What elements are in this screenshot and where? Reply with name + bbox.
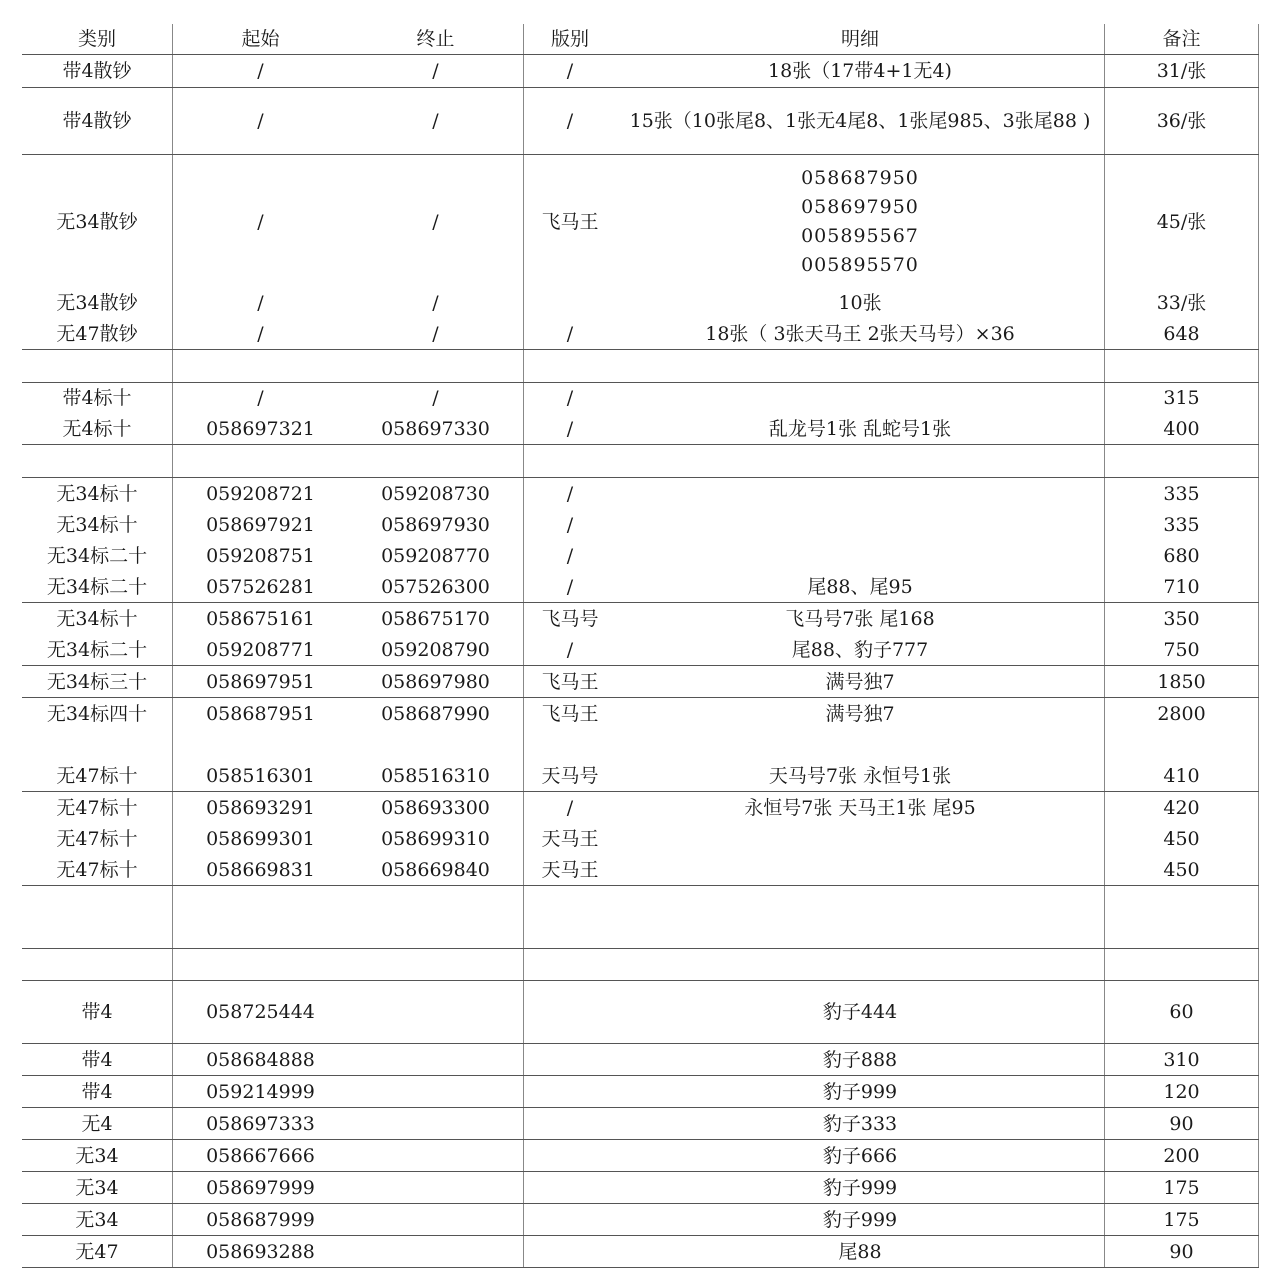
cell-edition[interactable]: / — [523, 88, 616, 154]
table-row — [22, 540, 1259, 571]
cell-start[interactable]: 059208721 — [172, 478, 348, 509]
table-row — [22, 666, 1259, 698]
cell-end[interactable]: 058669840 — [381, 858, 490, 881]
cell-detail[interactable]: 尾88、尾95 — [807, 575, 913, 598]
spreadsheet-table — [22, 24, 1259, 1268]
cell-note[interactable]: 45/张 — [1104, 155, 1259, 288]
cell-end[interactable] — [348, 949, 523, 980]
cell-note[interactable]: 1850 — [1104, 666, 1259, 697]
cell-detail[interactable] — [616, 729, 1104, 760]
cell-start[interactable] — [172, 949, 348, 980]
cell-note[interactable] — [1104, 949, 1259, 980]
table-row — [22, 854, 1259, 886]
cell-start[interactable]: 058725444 — [172, 981, 348, 1043]
table-row — [22, 729, 1259, 760]
cell-note[interactable] — [1104, 350, 1259, 382]
cell-category[interactable]: 无34标二十 — [46, 575, 148, 598]
cell-detail[interactable]: 满号独7 — [825, 670, 895, 693]
cell-category[interactable]: 无34标二十 — [46, 638, 148, 661]
cell-edition[interactable]: / — [523, 478, 616, 509]
cell-start[interactable]: 058687999 — [172, 1204, 348, 1235]
cell-category[interactable]: 无4 — [81, 1112, 113, 1135]
cell-end[interactable]: / — [432, 322, 439, 345]
cell-detail[interactable]: 飞马号7张 尾168 — [785, 607, 935, 630]
cell-end[interactable] — [348, 1108, 523, 1139]
cell-category[interactable]: 无47标十 — [56, 827, 138, 850]
cell-note[interactable]: 450 — [1104, 823, 1259, 854]
serial-number: 005895567 — [801, 224, 919, 247]
cell-end[interactable]: 058697980 — [381, 670, 490, 693]
cell-end[interactable]: 059208730 — [381, 482, 490, 505]
cell-detail[interactable] — [616, 886, 1104, 948]
cell-detail[interactable]: 尾88 — [838, 1240, 882, 1263]
cell-edition[interactable] — [523, 288, 616, 318]
table-row — [22, 88, 1259, 155]
cell-category[interactable]: 带4 — [81, 1080, 113, 1103]
cell-edition[interactable]: / — [523, 318, 616, 349]
cell-category[interactable]: 无47 — [75, 1240, 119, 1263]
cell-category[interactable]: 带4散钞 — [62, 110, 132, 132]
cell-end[interactable]: / — [432, 292, 439, 314]
cell-edition[interactable]: 飞马号 — [523, 603, 616, 634]
cell-end[interactable]: / — [432, 387, 439, 409]
cell-detail[interactable]: 豹子666 — [822, 1144, 898, 1167]
cell-category[interactable]: 无34标十 — [56, 513, 138, 536]
cell-category[interactable] — [22, 445, 172, 477]
cell-category[interactable]: 无34标十 — [56, 482, 138, 505]
cell-start[interactable]: 059214999 — [172, 1076, 348, 1107]
cell-start[interactable]: / — [172, 318, 348, 349]
cell-detail[interactable]: 18张（ 3张天马王 2张天马号）×36 — [705, 322, 1015, 345]
cell-category[interactable]: 无34散钞 — [56, 210, 138, 233]
table-row — [22, 318, 1259, 350]
cell-end[interactable] — [348, 445, 523, 477]
cell-detail[interactable]: 18张（17带4+1无4) — [768, 60, 952, 82]
table-row — [22, 571, 1259, 603]
table-row — [22, 478, 1259, 509]
cell-note[interactable]: 310 — [1104, 1044, 1259, 1075]
cell-category[interactable]: 无34 — [75, 1208, 119, 1231]
cell-note[interactable]: 450 — [1104, 854, 1259, 885]
table-row — [22, 760, 1259, 792]
cell-detail[interactable]: 豹子999 — [822, 1080, 898, 1103]
cell-start[interactable]: 058693288 — [172, 1236, 348, 1267]
table-row — [22, 1076, 1259, 1108]
cell-note[interactable]: 710 — [1104, 571, 1259, 602]
cell-detail[interactable]: 满号独7 — [825, 702, 895, 725]
cell-category[interactable]: 无47标十 — [56, 796, 138, 819]
cell-end[interactable] — [348, 1172, 523, 1203]
cell-start[interactable]: 058699301 — [172, 823, 348, 854]
table-row — [22, 603, 1259, 634]
cell-note[interactable]: 350 — [1104, 603, 1259, 634]
cell-note[interactable]: 31/张 — [1104, 55, 1259, 87]
cell-edition[interactable]: / — [523, 540, 616, 571]
cell-category[interactable] — [22, 729, 172, 760]
cell-edition[interactable] — [523, 1204, 616, 1235]
cell-start[interactable]: 057526281 — [172, 571, 348, 602]
cell-detail[interactable] — [616, 383, 1104, 413]
cell-end[interactable]: 058687990 — [381, 702, 490, 725]
cell-category[interactable]: 无47散钞 — [56, 322, 138, 345]
detail-text: 15张（10张尾8、1张无4尾8、1张尾985、3张尾88 ) — [629, 110, 1091, 132]
cell-category[interactable]: 无34标二十 — [46, 544, 148, 567]
cell-end[interactable] — [348, 350, 523, 382]
cell-start[interactable] — [172, 445, 348, 477]
serial-number: 058687950 — [801, 166, 919, 189]
cell-start[interactable]: 058669831 — [172, 854, 348, 885]
cell-note[interactable]: 315 — [1104, 383, 1259, 413]
cell-start[interactable]: 058697999 — [172, 1172, 348, 1203]
cell-edition[interactable] — [523, 981, 616, 1043]
table-row — [22, 1108, 1259, 1140]
cell-detail[interactable] — [616, 854, 1104, 885]
header-detail[interactable]: 明细 — [840, 28, 879, 50]
cell-edition[interactable] — [523, 729, 616, 760]
cell-end[interactable] — [348, 1044, 523, 1075]
cell-edition[interactable] — [523, 445, 616, 477]
cell-edition[interactable]: / — [523, 383, 616, 413]
cell-category[interactable]: 无34标四十 — [46, 702, 148, 725]
cell-start[interactable] — [172, 729, 348, 760]
cell-detail[interactable]: 尾88、豹子777 — [791, 638, 929, 661]
table-row — [22, 1172, 1259, 1204]
cell-end[interactable]: 058697930 — [381, 513, 490, 536]
table-row — [22, 509, 1259, 540]
cell-detail[interactable] — [616, 445, 1104, 477]
cell-note[interactable]: 175 — [1104, 1204, 1259, 1235]
cell-note[interactable]: 400 — [1104, 413, 1259, 444]
cell-note[interactable]: 33/张 — [1104, 288, 1259, 318]
cell-end[interactable] — [348, 886, 523, 948]
cell-edition[interactable]: / — [523, 413, 616, 444]
cell-start[interactable]: / — [172, 88, 348, 154]
table-row — [22, 55, 1259, 88]
cell-category[interactable]: 无34标三十 — [46, 670, 148, 693]
cell-start[interactable]: 058687951 — [172, 698, 348, 729]
header-start[interactable]: 起始 — [172, 24, 348, 54]
cell-start[interactable]: 058667666 — [172, 1140, 348, 1171]
table-row — [22, 1044, 1259, 1076]
cell-detail[interactable]: 10张 — [838, 292, 882, 314]
cell-start[interactable]: 058516301 — [172, 760, 348, 791]
cell-end[interactable]: 058699310 — [381, 827, 490, 850]
cell-note[interactable]: 335 — [1104, 509, 1259, 540]
table-row — [22, 792, 1259, 823]
cell-detail[interactable]: 豹子333 — [822, 1112, 898, 1135]
cell-end[interactable] — [348, 981, 523, 1043]
cell-start[interactable]: 058693291 — [172, 792, 348, 823]
cell-end[interactable]: 059208770 — [381, 544, 490, 567]
cell-edition[interactable] — [523, 949, 616, 980]
cell-end[interactable] — [348, 1204, 523, 1235]
cell-edition[interactable] — [523, 1076, 616, 1107]
cell-edition[interactable]: 天马号 — [523, 760, 616, 791]
table-row — [22, 288, 1259, 318]
cell-note[interactable]: 60 — [1104, 981, 1259, 1043]
cell-detail[interactable] — [616, 478, 1104, 509]
cell-category[interactable]: 带4散钞 — [62, 60, 132, 82]
cell-edition[interactable]: / — [523, 792, 616, 823]
cell-end[interactable] — [348, 1076, 523, 1107]
cell-detail[interactable]: 豹子999 — [822, 1176, 898, 1199]
cell-start[interactable]: / — [172, 155, 348, 288]
cell-edition[interactable]: 飞马王 — [523, 155, 616, 288]
header-category[interactable]: 类别 — [77, 28, 116, 50]
table-row — [22, 445, 1259, 478]
cell-note[interactable]: 750 — [1104, 634, 1259, 665]
cell-detail[interactable]: 永恒号7张 天马王1张 尾95 — [744, 796, 976, 819]
cell-detail[interactable] — [616, 155, 1104, 288]
cell-start[interactable] — [172, 350, 348, 382]
cell-end[interactable]: 058693300 — [381, 796, 490, 819]
table-row — [22, 1140, 1259, 1172]
cell-detail[interactable] — [616, 509, 1104, 540]
cell-note[interactable]: 120 — [1104, 1076, 1259, 1107]
cell-note[interactable] — [1104, 445, 1259, 477]
cell-edition[interactable] — [523, 1236, 616, 1267]
table-row — [22, 155, 1259, 288]
cell-edition[interactable] — [523, 1044, 616, 1075]
cell-end[interactable]: / — [432, 60, 439, 82]
cell-category[interactable]: 带4标十 — [62, 387, 132, 409]
cell-detail[interactable] — [616, 540, 1104, 571]
cell-end[interactable]: 058697330 — [381, 417, 490, 440]
cell-note[interactable]: 410 — [1104, 760, 1259, 791]
cell-note[interactable]: 90 — [1104, 1108, 1259, 1139]
cell-detail[interactable] — [616, 350, 1104, 382]
cell-category[interactable] — [22, 886, 172, 948]
cell-start[interactable]: 059208771 — [172, 634, 348, 665]
cell-detail[interactable]: 豹子444 — [822, 1001, 898, 1023]
cell-start[interactable]: 058697921 — [172, 509, 348, 540]
cell-detail[interactable] — [616, 823, 1104, 854]
table-row — [22, 634, 1259, 666]
cell-edition[interactable]: / — [523, 509, 616, 540]
header-note[interactable]: 备注 — [1104, 24, 1259, 54]
cell-category[interactable]: 无34 — [75, 1176, 119, 1199]
cell-start[interactable]: 058684888 — [172, 1044, 348, 1075]
cell-detail[interactable] — [616, 88, 1104, 154]
cell-note[interactable]: 36/张 — [1104, 88, 1259, 154]
cell-end[interactable]: 058516310 — [381, 764, 490, 787]
table-row — [22, 1236, 1259, 1268]
cell-note[interactable] — [1104, 886, 1259, 948]
cell-edition[interactable]: / — [523, 634, 616, 665]
cell-note[interactable]: 648 — [1104, 318, 1259, 349]
cell-detail[interactable]: 天马号7张 永恒号1张 — [768, 764, 952, 787]
cell-note[interactable]: 2800 — [1104, 698, 1259, 729]
cell-start[interactable]: / — [172, 55, 348, 87]
cell-note[interactable]: 90 — [1104, 1236, 1259, 1267]
cell-detail[interactable]: 豹子999 — [822, 1208, 898, 1231]
cell-edition[interactable]: 飞马王 — [523, 698, 616, 729]
cell-edition[interactable]: 天马王 — [523, 854, 616, 885]
table-row — [22, 1204, 1259, 1236]
cell-edition[interactable] — [523, 1172, 616, 1203]
cell-end[interactable]: 058675170 — [381, 607, 490, 630]
cell-end[interactable] — [348, 1140, 523, 1171]
cell-start[interactable]: 059208751 — [172, 540, 348, 571]
cell-end[interactable] — [348, 729, 523, 760]
cell-note[interactable] — [1104, 729, 1259, 760]
cell-note[interactable]: 200 — [1104, 1140, 1259, 1171]
cell-category[interactable]: 无34散钞 — [56, 292, 138, 314]
cell-detail[interactable]: 豹子888 — [822, 1048, 898, 1071]
cell-edition[interactable]: / — [523, 55, 616, 87]
cell-category[interactable]: 无47标十 — [56, 764, 138, 787]
cell-edition[interactable]: 飞马王 — [523, 666, 616, 697]
cell-category[interactable] — [22, 350, 172, 382]
cell-category[interactable]: 无4标十 — [62, 417, 132, 440]
cell-start[interactable]: / — [172, 288, 348, 318]
serial-number: 005895570 — [801, 253, 919, 276]
cell-detail[interactable] — [616, 949, 1104, 980]
cell-start[interactable]: 058697321 — [172, 413, 348, 444]
cell-category[interactable]: 无34标十 — [56, 607, 138, 630]
cell-start[interactable]: 058675161 — [172, 603, 348, 634]
cell-edition[interactable] — [523, 886, 616, 948]
cell-edition[interactable]: / — [523, 571, 616, 602]
cell-edition[interactable] — [523, 1108, 616, 1139]
cell-end[interactable] — [348, 1236, 523, 1267]
table-row — [22, 383, 1259, 413]
cell-category[interactable]: 无34 — [75, 1144, 119, 1167]
cell-start[interactable] — [172, 886, 348, 948]
cell-start[interactable]: / — [172, 383, 348, 413]
table-row — [22, 886, 1259, 949]
table-row — [22, 949, 1259, 981]
table-row — [22, 413, 1259, 445]
cell-note[interactable]: 680 — [1104, 540, 1259, 571]
cell-edition[interactable] — [523, 350, 616, 382]
cell-category[interactable]: 无47标十 — [56, 858, 138, 881]
serial-number: 058697950 — [801, 195, 919, 218]
cell-category[interactable] — [22, 949, 172, 980]
table-row — [22, 823, 1259, 854]
cell-end[interactable]: 057526300 — [381, 575, 490, 598]
header-end[interactable]: 终止 — [416, 28, 455, 50]
cell-start[interactable]: 058697333 — [172, 1108, 348, 1139]
cell-edition[interactable] — [523, 1140, 616, 1171]
cell-start[interactable]: 058697951 — [172, 666, 348, 697]
header-row — [22, 24, 1259, 55]
cell-detail[interactable]: 乱龙号1张 乱蛇号1张 — [768, 417, 952, 440]
cell-end[interactable]: / — [432, 110, 439, 132]
cell-category[interactable]: 带4 — [81, 1001, 113, 1023]
cell-end[interactable]: / — [432, 210, 439, 233]
cell-edition[interactable]: 天马王 — [523, 823, 616, 854]
header-edition[interactable]: 版别 — [523, 24, 616, 54]
table-row — [22, 350, 1259, 383]
cell-note[interactable]: 335 — [1104, 478, 1259, 509]
table-row — [22, 981, 1259, 1044]
cell-note[interactable]: 175 — [1104, 1172, 1259, 1203]
table-row — [22, 698, 1259, 729]
cell-category[interactable]: 带4 — [81, 1048, 113, 1071]
cell-end[interactable]: 059208790 — [381, 638, 490, 661]
cell-note[interactable]: 420 — [1104, 792, 1259, 823]
